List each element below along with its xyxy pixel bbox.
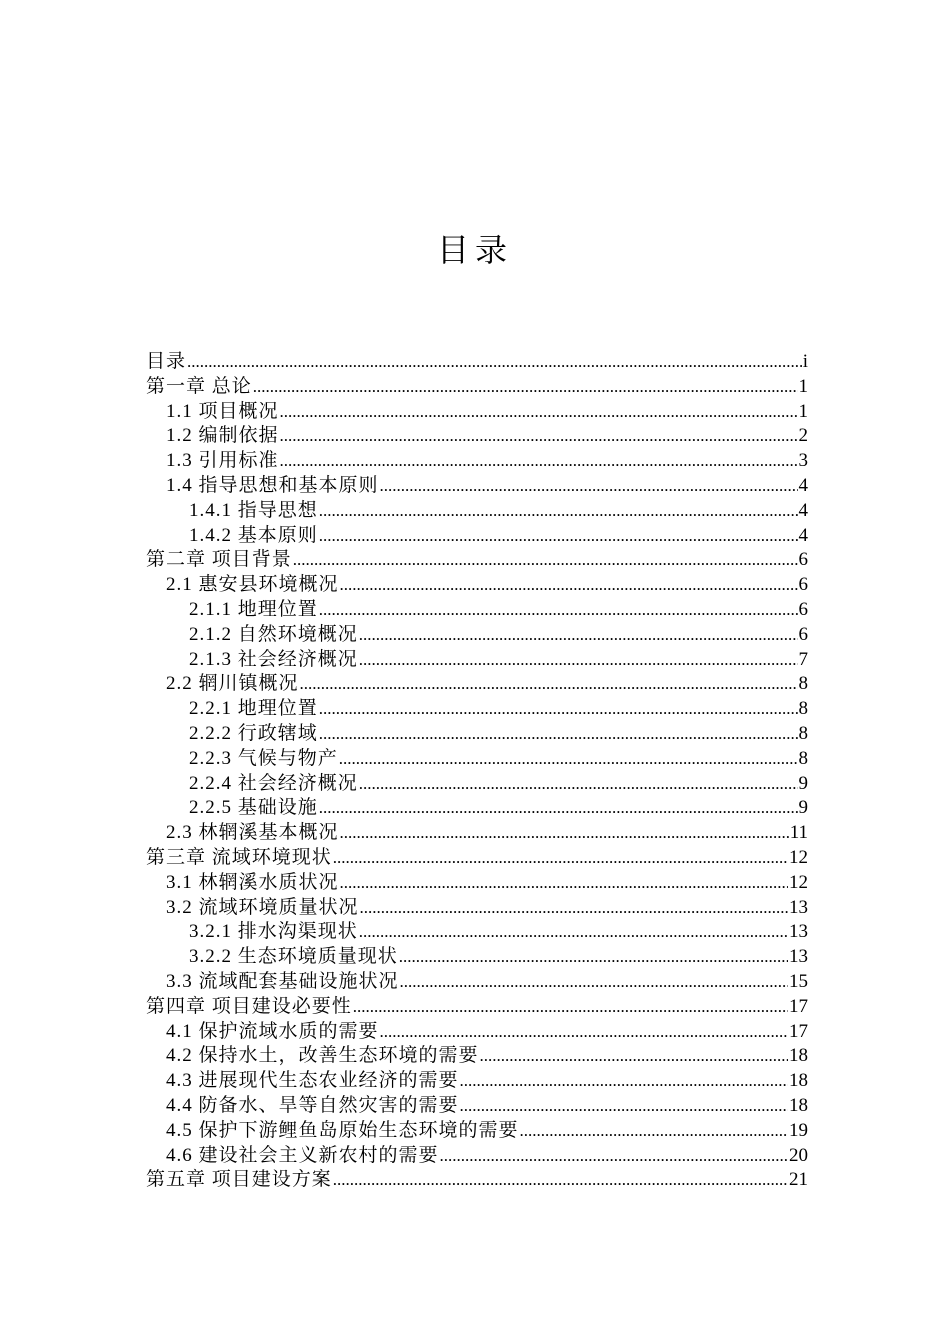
- toc-entry[interactable]: [146, 672, 808, 697]
- toc-entry-label: 3.2.2 生态环境质量现状: [189, 946, 398, 968]
- toc-entry[interactable]: [146, 449, 808, 474]
- toc-entry-page-number: 4: [798, 524, 808, 546]
- toc-entry-label: 2.3 林辋溪基本概况: [166, 822, 339, 844]
- toc-entry[interactable]: [146, 548, 808, 573]
- toc-dot-leader: [460, 1069, 788, 1094]
- toc-entry-page-number: 9: [798, 772, 808, 794]
- toc-entry[interactable]: [146, 896, 808, 921]
- toc-entry-page-number: 20: [789, 1144, 808, 1166]
- toc-entry[interactable]: [146, 722, 808, 747]
- toc-entry-page-number: 7: [798, 648, 808, 670]
- toc-entry[interactable]: [146, 573, 808, 598]
- toc-entry[interactable]: [146, 796, 808, 821]
- toc-dot-leader: [460, 1094, 788, 1119]
- toc-entry[interactable]: [146, 772, 808, 797]
- toc-dot-leader: [319, 524, 798, 549]
- toc-entry-page-number: 9: [798, 797, 808, 819]
- toc-entry[interactable]: [146, 499, 808, 524]
- toc-dot-leader: [399, 945, 788, 970]
- toc-entry[interactable]: [146, 871, 808, 896]
- toc-entry-label: 第三章 流域环境现状: [146, 846, 332, 868]
- toc-entry[interactable]: [146, 648, 808, 673]
- toc-entry-label: 2.2 辋川镇概况: [166, 673, 299, 695]
- toc-entry-page-number: 4: [798, 499, 808, 521]
- toc-entry[interactable]: [146, 1020, 808, 1045]
- toc-dot-leader: [319, 499, 798, 524]
- toc-dot-leader: [280, 400, 798, 425]
- toc-dot-leader: [480, 1044, 788, 1069]
- toc-entry-page-number: 21: [789, 1169, 808, 1191]
- toc-entry-label: 第一章 总论: [146, 375, 252, 397]
- toc-entry-label: 3.3 流域配套基础设施状况: [166, 970, 399, 992]
- toc-dot-leader: [340, 573, 798, 598]
- toc-dot-leader: [280, 424, 798, 449]
- toc-entry-label: 1.4 指导思想和基本原则: [166, 474, 379, 496]
- toc-entry-page-number: 18: [789, 1070, 808, 1092]
- toc-entry[interactable]: [146, 1069, 808, 1094]
- toc-entry[interactable]: [146, 524, 808, 549]
- toc-dot-leader: [400, 970, 788, 995]
- toc-dot-leader: [340, 871, 788, 896]
- toc-entry[interactable]: [146, 945, 808, 970]
- toc-dot-leader: [360, 896, 788, 921]
- toc-entry-page-number: 8: [798, 722, 808, 744]
- toc-entry-page-number: 1: [798, 375, 808, 397]
- toc-dot-leader: [440, 1144, 788, 1169]
- toc-entry-label: 1.2 编制依据: [166, 425, 279, 447]
- toc-entry-label: 3.1 林辋溪水质状况: [166, 871, 339, 893]
- toc-entry-label: 3.2 流域环境质量状况: [166, 896, 359, 918]
- toc-entry[interactable]: [146, 846, 808, 871]
- toc-dot-leader: [319, 697, 798, 722]
- toc-entry-label: 2.2.2 行政辖域: [189, 722, 318, 744]
- toc-entry-page-number: 12: [789, 846, 808, 868]
- toc-entry-page-number: 13: [789, 946, 808, 968]
- toc-entry-page-number: 18: [789, 1045, 808, 1067]
- toc-entry[interactable]: [146, 424, 808, 449]
- toc-dot-leader: [359, 623, 798, 648]
- toc-entry-page-number: i: [802, 351, 808, 372]
- toc-entry-label: 4.2 保持水土，改善生态环境的需要: [166, 1045, 479, 1067]
- toc-entry-page-number: 6: [798, 549, 808, 571]
- toc-entry[interactable]: [146, 1168, 808, 1193]
- toc-entry-label: 2.1.3 社会经济概况: [189, 648, 358, 670]
- toc-entry-page-number: 4: [798, 474, 808, 496]
- toc-dot-leader: [359, 920, 788, 945]
- toc-entry-page-number: 2: [798, 425, 808, 447]
- toc-entry[interactable]: [146, 1044, 808, 1069]
- toc-dot-leader: [359, 772, 798, 797]
- toc-entry-label: 2.2.1 地理位置: [189, 698, 318, 720]
- toc-entry-page-number: 17: [789, 1020, 808, 1042]
- toc-entry-label: 第二章 项目背景: [146, 549, 292, 571]
- toc-entry-page-number: 13: [789, 921, 808, 943]
- toc-entry-page-number: 1: [798, 400, 808, 422]
- toc-entry[interactable]: [146, 623, 808, 648]
- toc-entry-label: 1.4.1 指导思想: [189, 499, 318, 521]
- table-of-contents: [146, 350, 808, 1193]
- toc-entry[interactable]: [146, 1094, 808, 1119]
- toc-entry-page-number: 6: [798, 623, 808, 645]
- toc-entry[interactable]: [146, 970, 808, 995]
- toc-entry-page-number: 6: [798, 574, 808, 596]
- toc-entry[interactable]: [146, 747, 808, 772]
- toc-entry[interactable]: [146, 1119, 808, 1144]
- toc-dot-leader: [319, 598, 798, 623]
- toc-dot-leader: [380, 1020, 788, 1045]
- toc-entry[interactable]: [146, 474, 808, 499]
- toc-entry-page-number: 8: [798, 698, 808, 720]
- toc-dot-leader: [380, 474, 798, 499]
- toc-entry[interactable]: [146, 920, 808, 945]
- toc-dot-leader: [520, 1119, 788, 1144]
- toc-entry-label: 1.4.2 基本原则: [189, 524, 318, 546]
- toc-entry-label: 4.6 建设社会主义新农村的需要: [166, 1144, 439, 1166]
- toc-entry-page-number: 17: [789, 995, 808, 1017]
- toc-dot-leader: [353, 995, 788, 1020]
- toc-entry-label: 第四章 项目建设必要性: [146, 995, 352, 1017]
- toc-entry-label: 第五章 项目建设方案: [146, 1169, 332, 1191]
- toc-entry-page-number: 11: [789, 822, 808, 844]
- toc-dot-leader: [333, 1168, 788, 1193]
- toc-dot-leader: [339, 747, 798, 772]
- toc-entry-page-number: 8: [798, 747, 808, 769]
- toc-entry-label: 2.2.3 气候与物产: [189, 747, 338, 769]
- toc-dot-leader: [319, 722, 798, 747]
- toc-dot-leader: [187, 350, 802, 375]
- toc-dot-leader: [319, 796, 798, 821]
- toc-entry-label: 4.1 保护流域水质的需要: [166, 1020, 379, 1042]
- toc-entry-label: 4.3 进展现代生态农业经济的需要: [166, 1070, 459, 1092]
- toc-entry-label: 3.2.1 排水沟渠现状: [189, 921, 358, 943]
- toc-entry-label: 2.2.4 社会经济概况: [189, 772, 358, 794]
- toc-entry-label: 1.3 引用标准: [166, 450, 279, 472]
- toc-entry-label: 2.2.5 基础设施: [189, 797, 318, 819]
- toc-entry-label: 2.1 惠安县环境概况: [166, 574, 339, 596]
- toc-dot-leader: [359, 648, 798, 673]
- toc-dot-leader: [333, 846, 788, 871]
- toc-dot-leader: [280, 449, 798, 474]
- toc-entry-page-number: 12: [789, 871, 808, 893]
- toc-entry[interactable]: [146, 400, 808, 425]
- toc-dot-leader: [300, 672, 798, 697]
- toc-entry[interactable]: [146, 697, 808, 722]
- toc-entry[interactable]: [146, 350, 808, 375]
- toc-entry-label: 4.5 保护下游鲤鱼岛原始生态环境的需要: [166, 1119, 519, 1141]
- toc-entry[interactable]: [146, 821, 808, 846]
- toc-dot-leader: [340, 821, 789, 846]
- toc-entry[interactable]: [146, 995, 808, 1020]
- toc-entry-page-number: 3: [798, 450, 808, 472]
- toc-entry-page-number: 19: [789, 1119, 808, 1141]
- toc-entry-page-number: 6: [798, 598, 808, 620]
- toc-entry-page-number: 8: [798, 673, 808, 695]
- toc-entry-label: 目录: [146, 351, 187, 372]
- toc-entry-page-number: 13: [789, 896, 808, 918]
- toc-entry-label: 1.1 项目概况: [166, 400, 279, 422]
- page-title: 目录: [436, 231, 513, 269]
- toc-entry-page-number: 18: [789, 1094, 808, 1116]
- toc-entry[interactable]: [146, 375, 808, 400]
- toc-entry-label: 2.1.1 地理位置: [189, 598, 318, 620]
- toc-entry-page-number: 15: [789, 970, 808, 992]
- toc-entry[interactable]: [146, 1144, 808, 1169]
- toc-entry-label: 2.1.2 自然环境概况: [189, 623, 358, 645]
- toc-entry-label: 4.4 防备水、旱等自然灾害的需要: [166, 1094, 459, 1116]
- toc-dot-leader: [253, 375, 798, 400]
- toc-dot-leader: [293, 548, 798, 573]
- toc-entry[interactable]: [146, 598, 808, 623]
